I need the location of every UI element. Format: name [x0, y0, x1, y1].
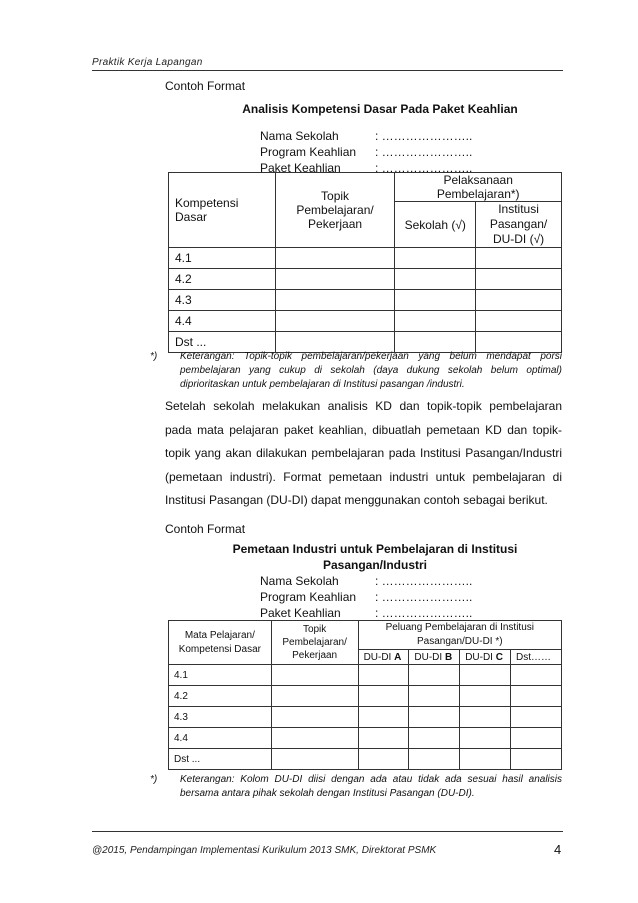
field-row: Paket Keahlian : …………………..: [260, 606, 473, 620]
header-rule: [92, 70, 563, 71]
footer-text: @2015, Pendampingan Implementasi Kurikulum 2013 SMK, Direktorat PSMK: [92, 845, 437, 856]
col-header-peluang: Peluang Pembelajaran di Institusi Pasangan/DU-DI *): [358, 621, 561, 650]
table-row: 4.4: [169, 311, 562, 332]
col-header-kd: Kompetensi Dasar: [169, 173, 276, 248]
col-header-pelaksanaan: Pelaksanaan Pembelajaran*): [395, 173, 562, 202]
sub-header-dudi-a: DU-DI A: [358, 650, 409, 665]
format-label-1: Contoh Format: [165, 79, 246, 93]
field-row: Program Keahlian : …………………..: [260, 145, 473, 159]
kd-analysis-table: [168, 172, 562, 353]
table-row: 4.2: [169, 269, 562, 290]
industry-mapping-table: [168, 620, 562, 770]
table-row: 4.1: [169, 665, 562, 686]
note-marker-2: *): [150, 774, 158, 785]
col-header-topik: Topik Pembelajaran/ Pekerjaan: [271, 621, 358, 665]
sub-header-dst: Dst……: [511, 650, 562, 665]
sub-header-dudi-c: DU-DI C: [460, 650, 511, 665]
note-2: Keterangan: Kolom DU-DI diisi dengan ada atau tidak ada sesuai hasil analisis bersama antara pihak sekolah dengan Institusi Pasangan (DU-DI).: [180, 774, 562, 799]
table-row: 4.3: [169, 290, 562, 311]
sub-header-sekolah: Sekolah (√): [395, 202, 476, 248]
table-row: 4.3: [169, 707, 562, 728]
col-header-mapel: Mata Pelajaran/ Kompetensi Dasar: [169, 621, 272, 665]
table-row: 4.1: [169, 248, 562, 269]
sub-header-dudi-b: DU-DI B: [409, 650, 460, 665]
section1-fields: [260, 129, 472, 177]
table-row: 4.4: [169, 728, 562, 749]
note-1: Keterangan: Topik-topik pembelajaran/pekerjaan yang belum mendapat porsi pembelajaran yang cukup di sekolah (daya dukung sekolah belum optimal) diprioritaskan untuk pembelajaran di Institusi pasangan /industri.: [180, 351, 562, 390]
section2-fields: [260, 574, 472, 622]
section2-title-line2: Pasangan/Industri: [322, 558, 428, 572]
footer-rule: [92, 831, 563, 832]
table-row: Dst ...: [169, 749, 562, 770]
field-row: Nama Sekolah : …………………..: [260, 129, 473, 143]
field-row: Program Keahlian : …………………..: [260, 590, 473, 604]
body-paragraph: Setelah sekolah melakukan analisis KD dan topik-topik pembelajaran pada mata pelajaran paket keahlian, dibuatlah pemetaan KD dan topik-topik yang akan dilakukan pembelajaran pada Institusi Pasangan/Industri (pemetaan industri). Format pemetaan industri untuk pembelajaran di Institusi Pasangan (DU-DI) dapat menggunakan contoh sebagai berikut.: [165, 399, 562, 507]
running-header: Praktik Kerja Lapangan: [92, 57, 203, 68]
page-number: 4: [554, 842, 562, 857]
col-header-topik: Topik Pembelajaran/ Pekerjaan: [275, 173, 395, 248]
field-row: Nama Sekolah : …………………..: [260, 574, 473, 588]
section2-title-line1: Pemetaan Industri untuk Pembelajaran di Institusi: [232, 542, 518, 556]
table-row: 4.2: [169, 686, 562, 707]
table-row: Dst ...: [169, 332, 562, 353]
note-marker-1: *): [150, 351, 158, 362]
section1-title: Analisis Kompetensi Dasar Pada Paket Keahlian: [242, 102, 518, 116]
sub-header-institusi: Institusi Pasangan/ DU-DI (√): [476, 202, 562, 248]
field-row: Paket Keahlian : …………………..: [260, 161, 473, 175]
format-label-2: Contoh Format: [165, 522, 246, 536]
